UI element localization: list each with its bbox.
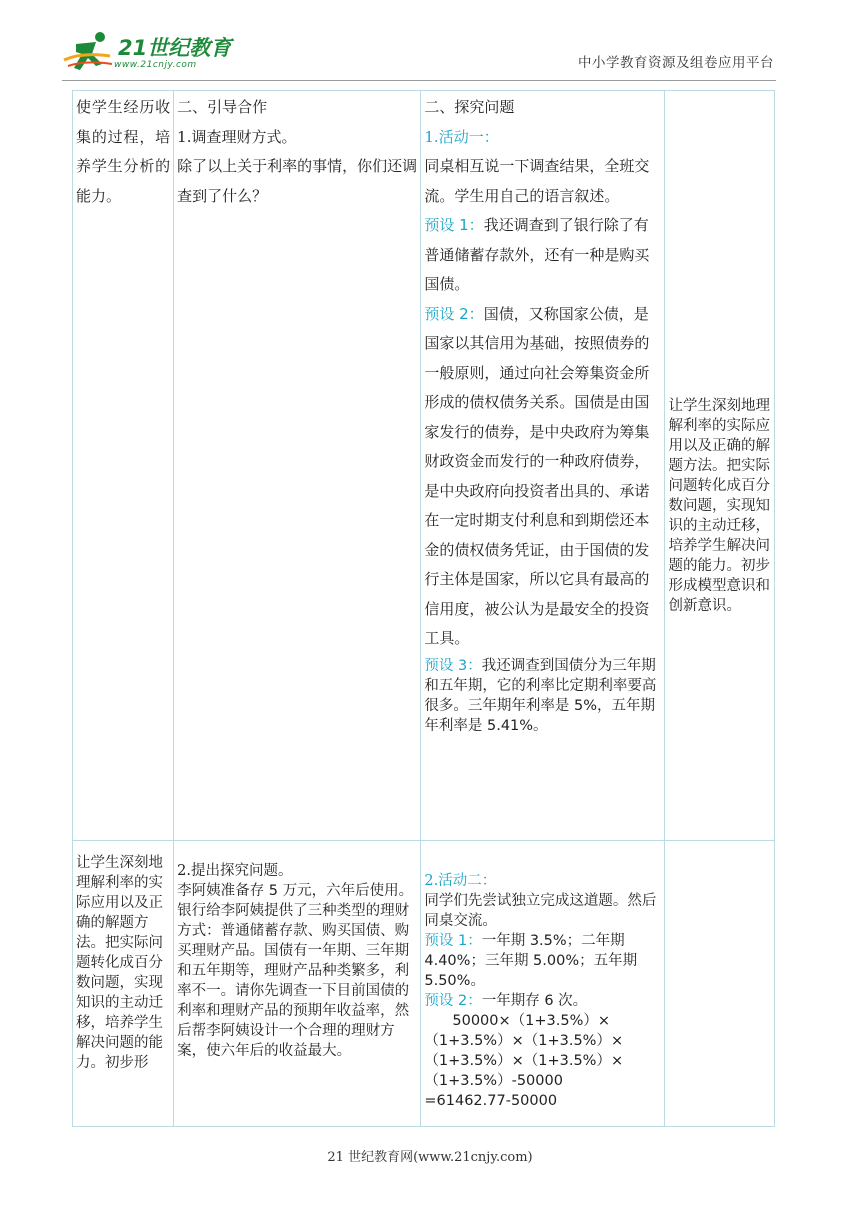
- section-heading: 二、引导合作: [177, 98, 268, 116]
- lesson-table: [72, 90, 775, 1127]
- section-heading: 二、探究问题: [424, 98, 515, 116]
- table-row: [73, 91, 775, 841]
- activity-intro: 同学们先尝试独立完成这道题。然后同桌交流。: [424, 893, 657, 929]
- preset-2: 预设 2：一年期存 6 次。: [424, 993, 588, 1009]
- cell-student: [421, 91, 665, 841]
- preset-1: 预设 1：一年期 3.5%；二年期 4.40%；三年期 5.00%；五年期 5.50%。: [424, 933, 638, 989]
- logo-url: www.21cnjy.com: [114, 60, 197, 70]
- cell-student: [421, 841, 665, 1127]
- calc-line: （1+3.5%）×（1+3.5%）×: [424, 1053, 624, 1069]
- cell-teacher: [174, 841, 421, 1127]
- goal-text: 让学生深刻地理解利率的实际应用以及正确的解题方法。把实际问题转化成百分数问题，实现知识的主动迁移，培养学生解决问题的能力。初步形: [76, 855, 163, 1071]
- logo: [62, 30, 242, 74]
- cell-goal: [73, 91, 174, 841]
- page-footer: 21 世纪教育网(www.21cnjy.com): [327, 1150, 533, 1165]
- preset-3: 预设 3：我还调查到国债分为三年期和五年期，它的利率比定期利率要高很多。三年期年利率是 5%，五年期年利率是 5.41%。: [424, 657, 657, 734]
- goal-text: 使学生经历收集的过程，培养学生分析的能力。: [76, 98, 171, 205]
- item-title: 1.调查理财方式。: [177, 127, 297, 146]
- calc-line: 50000×（1+3.5%）×: [452, 1013, 611, 1029]
- teacher-question: 除了以上关于利率的事情，你们还调查到了什么？: [177, 157, 418, 205]
- calc-line: （1+3.5%）×（1+3.5%）×: [424, 1033, 624, 1049]
- item-title: 2.提出探究问题。: [177, 863, 293, 879]
- page-header: [0, 0, 860, 90]
- problem-text: 李阿姨准备存 5 万元，六年后使用。银行给李阿姨提供了三种类型的理财方式：普通储蓄存款、购买国债、购买理财产品。国债有一年期、三年期和五年期等，理财产品种类繁多，利率不一。请你先调查一下目前国债的利率和理财产品的预期年收益率，然后帮李阿姨设计一个合理的理财方案，使六年后的收益最大。: [177, 883, 414, 1059]
- cell-goal: [73, 841, 174, 1127]
- logo-text: 21世纪教育: [118, 36, 232, 60]
- table-row: [73, 841, 775, 1127]
- activity-intro: 同桌相互说一下调查结果，全班交流。学生用自己的语言叙述。: [424, 157, 650, 205]
- preset-2: 预设 2：国债，又称国家公债，是国家以其信用为基础，按照债券的一般原则，通过向社会筹集资金所形成的债权债务关系。国债是由国家发行的债券，是中央政府为筹集财政资金而发行的一种政府债券，是中央政府向投资者出具的、承诺在一定时期支付利息和到期偿还本金的债权债务凭证，由于国债的发行主体是国家，所以它具有最高的信用度，被公认为是最安全的投资工具。: [424, 304, 650, 647]
- header-divider: [62, 80, 776, 81]
- calc-line: （1+3.5%）-50000: [424, 1073, 563, 1089]
- calc-line: =61462.77-50000: [424, 1093, 558, 1109]
- intent-text: 让学生深刻地理解利率的实际应用以及正确的解题方法。把实际问题转化成百分数问题，实现知识的主动迁移，培养学生解决问题的能力。初步形成模型意识和创新意识。: [668, 397, 770, 614]
- runner-logo-icon: [62, 30, 116, 74]
- cell-teacher: [174, 91, 421, 841]
- activity-title: 2.活动二：: [424, 873, 497, 889]
- cell-intent: [665, 91, 775, 841]
- platform-name: 中小学教育资源及组卷应用平台: [578, 55, 774, 71]
- activity-title: 1.活动一：: [424, 127, 499, 146]
- preset-1: 预设 1：我还调查到了银行除了有普通储蓄存款外，还有一种是购买国债。: [424, 216, 650, 293]
- cell-intent: [665, 841, 775, 1127]
